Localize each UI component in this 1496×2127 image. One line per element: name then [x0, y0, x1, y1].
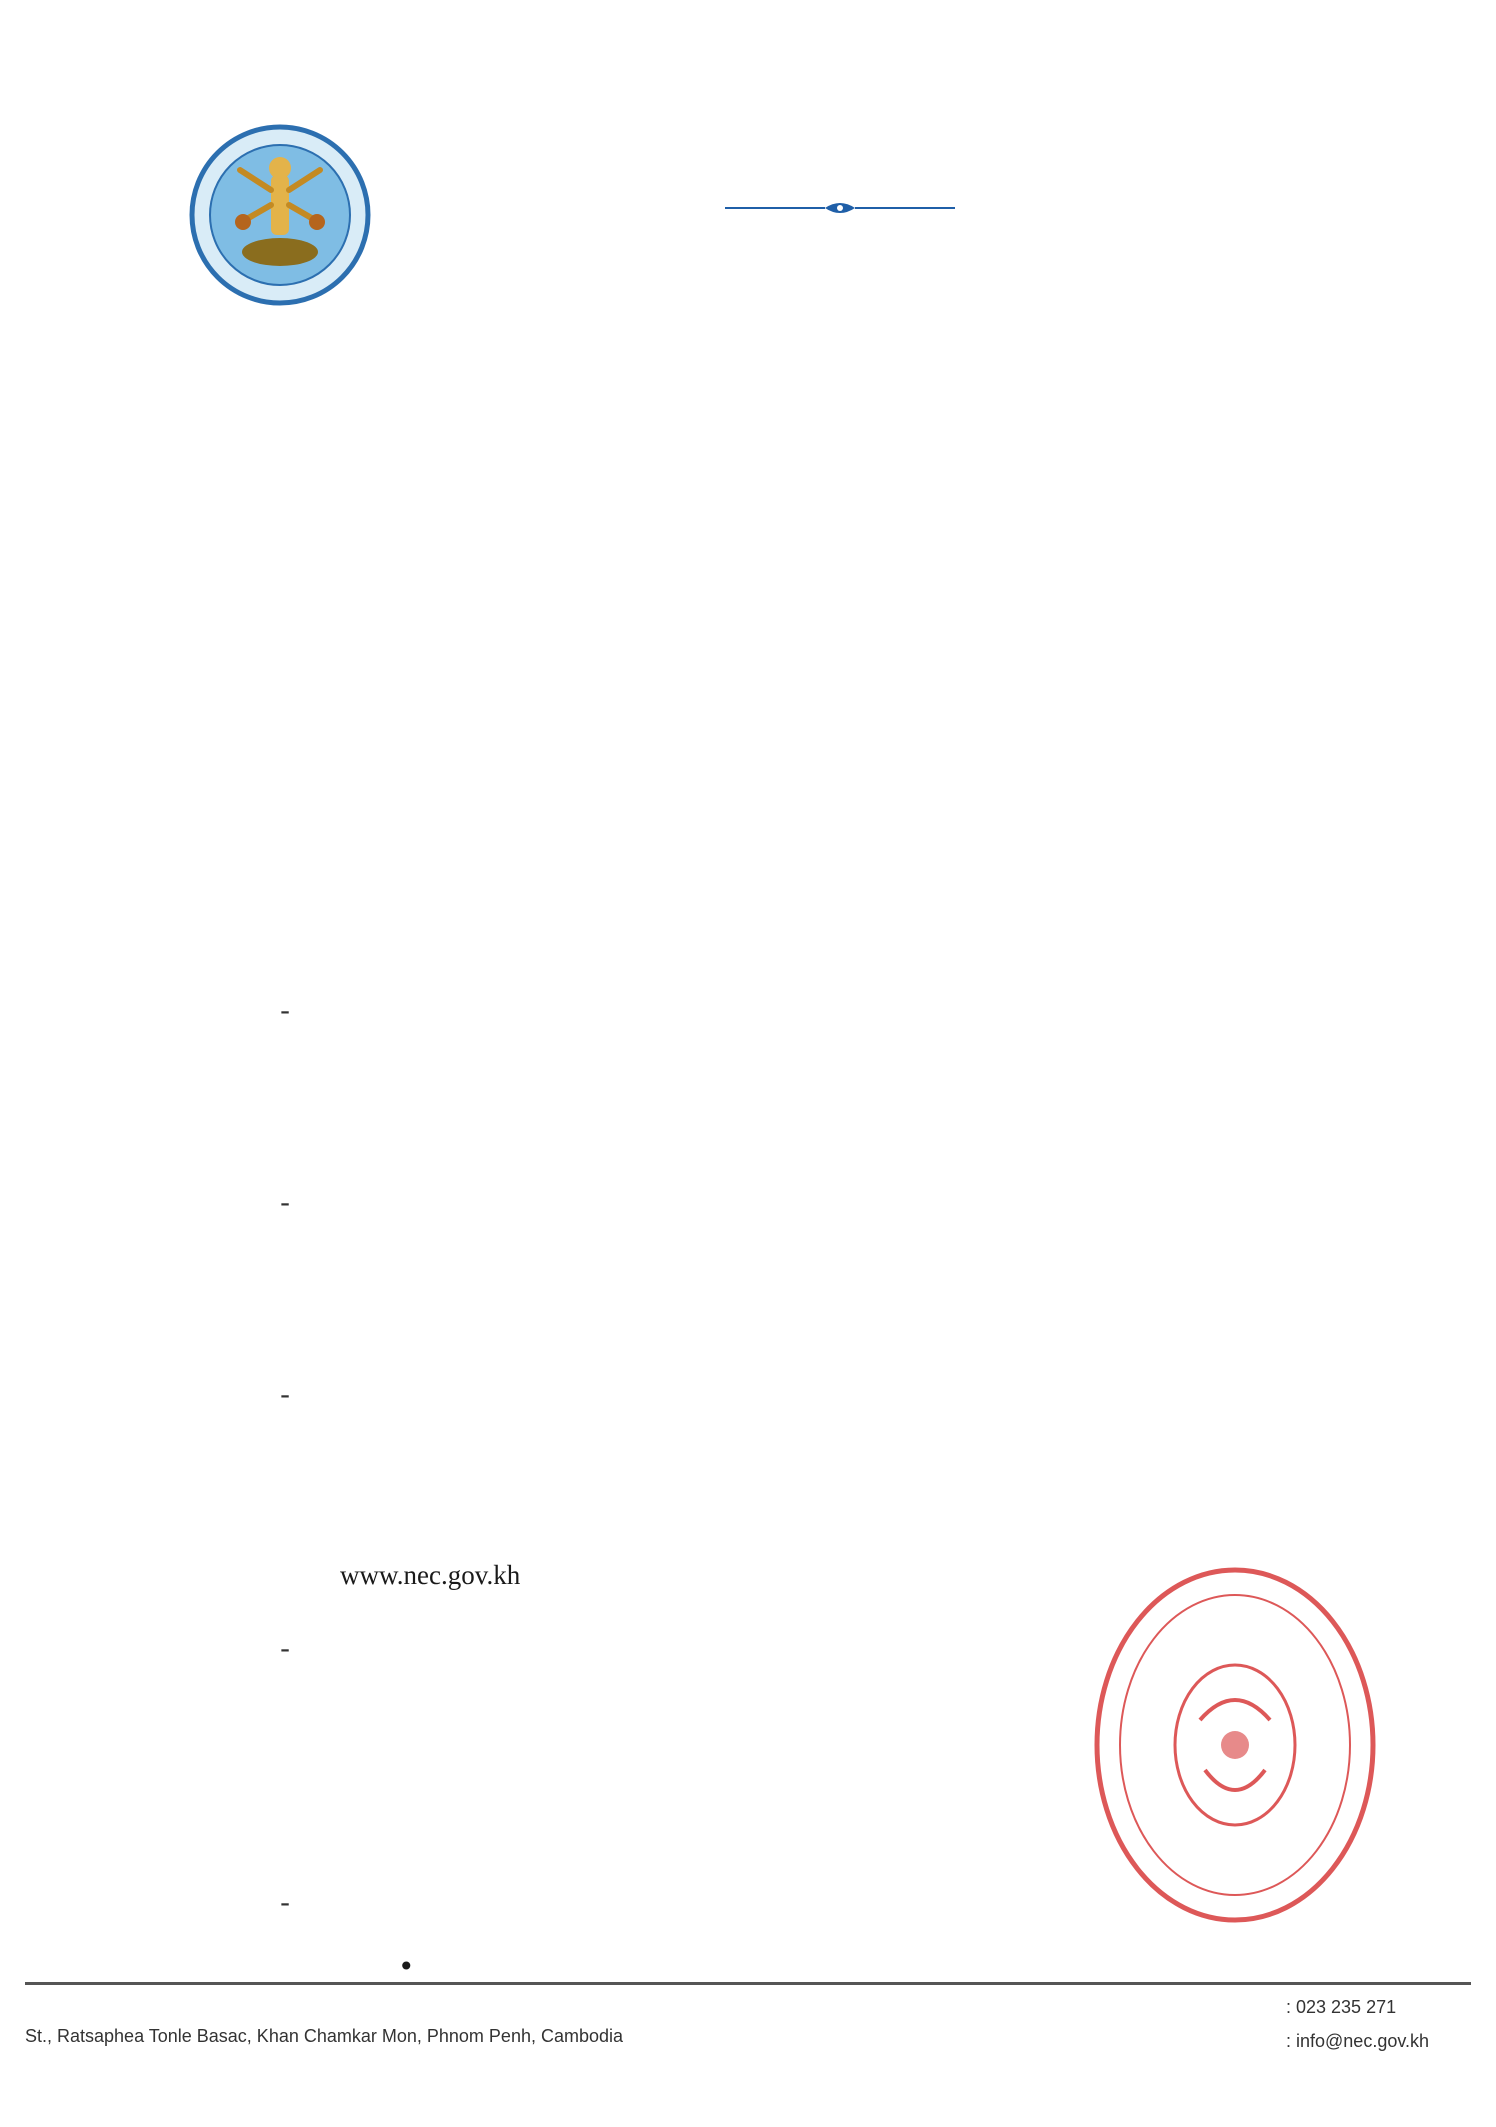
phone-value: : 023 235 271: [1286, 1996, 1397, 2017]
intro-line-3: [160, 814, 1430, 858]
list-item: [280, 990, 1440, 1158]
divider-ornament-icon: [720, 198, 960, 218]
ref-no-label: [62, 370, 152, 414]
intro-paragraph: [160, 690, 1430, 938]
item-line: [340, 1436, 1440, 1480]
bullet-dot: •: [398, 1950, 415, 1983]
item-line: [340, 1114, 1340, 1158]
phone-label: [1210, 1996, 1280, 2018]
item-line: [340, 1306, 1090, 1350]
committee-name: [62, 314, 542, 358]
dash-marker: -: [280, 1186, 291, 1219]
footer-email: [1210, 2026, 1480, 2056]
list-item: [280, 1182, 1440, 1350]
item-line: [340, 1244, 1440, 1288]
footer-address-kh: [25, 1992, 665, 2020]
email-value[interactable]: : info@nec.gov.kh: [1286, 2030, 1430, 2051]
footer-address-en: St., Ratsaphea Tonle Basac, Khan Chamkar Mon, Phnom Penh, Cambodia: [25, 2026, 624, 2046]
kingdom-title: [560, 48, 1080, 118]
title-line-2: [725, 466, 815, 510]
item-line: [340, 1374, 1440, 1418]
item-line: [340, 1052, 1440, 1096]
intro-line-2: [160, 752, 1430, 796]
item-line: [340, 1560, 700, 1604]
nec-website-link[interactable]: www.nec.gov.kh: [340, 1560, 521, 1590]
dash-marker: -: [280, 1632, 291, 1665]
dash-marker: -: [280, 1886, 291, 1919]
nec-emblem-icon: [185, 120, 375, 310]
intro-line-4: [160, 876, 1130, 920]
intro-line-1: [270, 690, 1430, 734]
official-seal-stamp: [1090, 1560, 1380, 1930]
footer-contacts: [1210, 1992, 1480, 2060]
title-line-1: [635, 400, 905, 444]
title-line-3: [280, 532, 1260, 576]
item-line: [340, 1498, 1440, 1542]
footer-divider: [25, 1982, 1471, 1985]
dash-marker: -: [280, 1378, 291, 1411]
email-label: [1210, 2030, 1280, 2052]
item-line: [340, 1182, 1440, 1226]
item-line: [340, 1882, 940, 1926]
item-line: [340, 990, 1440, 1034]
national-motto: [640, 132, 1060, 188]
dash-marker: -: [280, 994, 291, 1027]
footer-phone: [1210, 1992, 1480, 2022]
footer-address: [25, 1992, 785, 2047]
title-line-4: [320, 598, 1220, 642]
document-title: [270, 400, 1270, 730]
section-title: [228, 918, 1028, 962]
